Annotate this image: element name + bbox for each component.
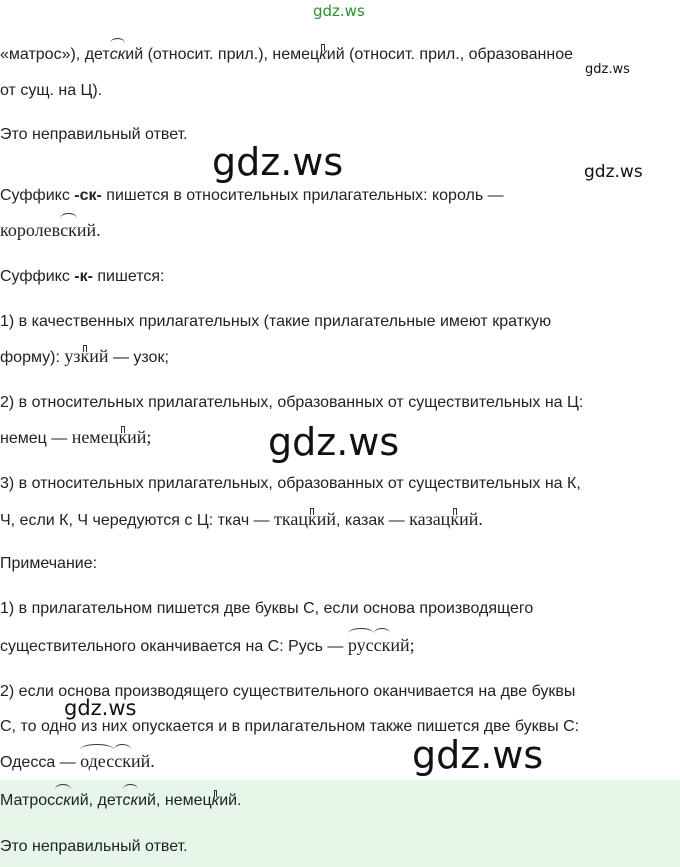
watermark-big: gdz.ws [212,140,344,184]
text-line: от сущ. на Ц). [0,82,103,99]
text-line: 3) в относительных прилагательных, образованных от существительных на К, [0,475,581,492]
text-line: форму): уз кий — узок; [0,346,169,366]
text-line: Примечание: [0,555,98,572]
watermark-top: gdz.ws [313,2,365,20]
text-line: Ч, если К, Ч чередуются с Ц: ткач — ткац кий, казак — казац кий. [0,509,483,529]
text-line: Суффикс -к- пишется: [0,268,165,285]
text-line: 1) в прилагательном пишется две буквы С, если основа производящего [0,600,534,617]
watermark-big: gdz.ws [412,733,544,777]
text-line: Суффикс -ск- пишется в относительных прилагательных: король — [0,187,504,204]
answer-line: Матрос ский, дет ский, немец кий. [0,790,242,812]
morph-word: королев ский. [0,219,101,241]
watermark-small: gdz.ws [585,62,630,77]
watermark-big: gdz.ws [268,420,400,464]
watermark-small: gdz.ws [584,162,643,182]
answer-line: Это неправильный ответ. [0,838,188,855]
text-line: немец — немец кий; [0,427,152,447]
text-line: С, то одно из них опускается и в прилагательном также пишется две буквы С: [0,718,580,735]
text-line: Это неправильный ответ. [0,126,188,143]
watermark-small: gdz.ws [64,696,137,720]
text-line: существительного оканчивается на С: Русь — рус ский; [0,634,415,658]
text-line: 2) если основа производящего существительного оканчивается на две буквы [0,683,576,700]
text-line: 1) в качественных прилагательных (такие прилагательные имеют краткую [0,313,552,330]
text-line: 2) в относительных прилагательных, образованных от существительных на Ц: [0,394,584,411]
text-line: Одесса — одес ский. [0,750,155,774]
text-line: «матрос»), дет ский (относит. прил.), немец кий (относит. прил., образованное [0,44,573,66]
answer-block [0,780,680,867]
